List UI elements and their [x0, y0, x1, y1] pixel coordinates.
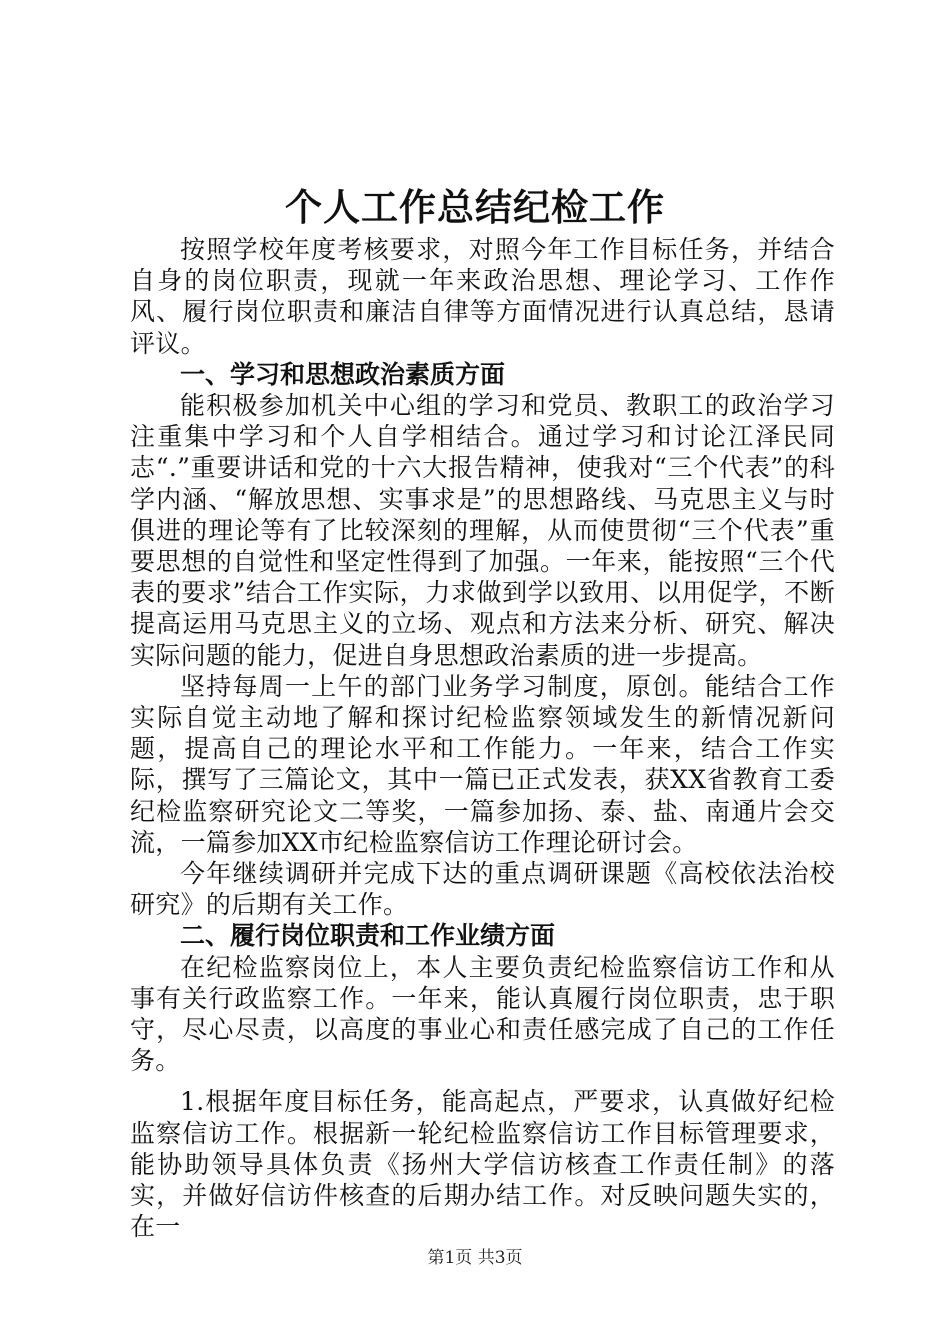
section1-paragraph-3: 今年继续调研并完成下达的重点调研课题《高校依法治校研究》的后期有关工作。 — [130, 859, 835, 920]
section-heading-2: 二、履行岗位职责和工作业绩方面 — [180, 921, 556, 951]
section2-paragraph-2: 1.根据年度目标任务，能高起点，严要求，认真做好纪检监察信访工作。根据新一轮纪检监察信访工作目标管理要求，能协助领导具体负责《扬州大学信访核查工作责任制》的落实，并做好信访件核查的后期办结工作。对反映问题失实的，在一 — [130, 1087, 835, 1242]
section1-paragraph-2: 坚持每周一上午的部门业务学习制度，原创。能结合工作实际自觉主动地了解和探讨纪检监察领域发生的新情况新问题，提高自己的理论水平和工作能力。一年来，结合工作实际，撰写了三篇论文，其中一篇已正式发表，获XX省教育工委纪检监察研究论文二等奖，一篇参加扬、泰、盐、南通片会交流，一篇参加XX市纪检监察信访工作理论研讨会。 — [130, 671, 835, 857]
section1-paragraph-1: 能积极参加机关中心组的学习和党员、教职工的政治学习注重集中学习和个人自学相结合。通过学习和讨论江泽民同志“.”重要讲话和党的十六大报告精神，使我对“三个代表”的科学内涵、“解放思想、实事求是”的思想路线、马克思主义与时俱进的理论等有了比较深刻的理解，从而使贯彻“三个代表”重要思想的自觉性和坚定性得到了加强。一年来，能按照“三个代表的要求”结合工作实际，力求做到学以致用、以用促学，不断提高运用马克思主义的立场、观点和方法来分析、研究、解决实际问题的能力，促进自身思想政治素质的进一步提高。 — [130, 391, 835, 670]
document-title: 个人工作总结纪检工作 — [285, 185, 665, 229]
section-heading-1: 一、学习和思想政治素质方面 — [180, 359, 506, 389]
page-footer: 第1页 共3页 — [427, 1248, 523, 1268]
document-body — [130, 234, 835, 1243]
section2-paragraph-1: 在纪检监察岗位上，本人主要负责纪检监察信访工作和从事有关行政监察工作。一年来，能认真履行岗位职责，忠于职守，尽心尽责，以高度的事业心和责任感完成了自己的工作任务。 — [130, 952, 835, 1076]
intro-paragraph: 按照学校年度考核要求，对照今年工作目标任务，并结合自身的岗位职责，现就一年来政治思想、理论学习、工作作风、履行岗位职责和廉洁自律等方面情况进行认真总结，恳请评议。 — [130, 235, 835, 358]
